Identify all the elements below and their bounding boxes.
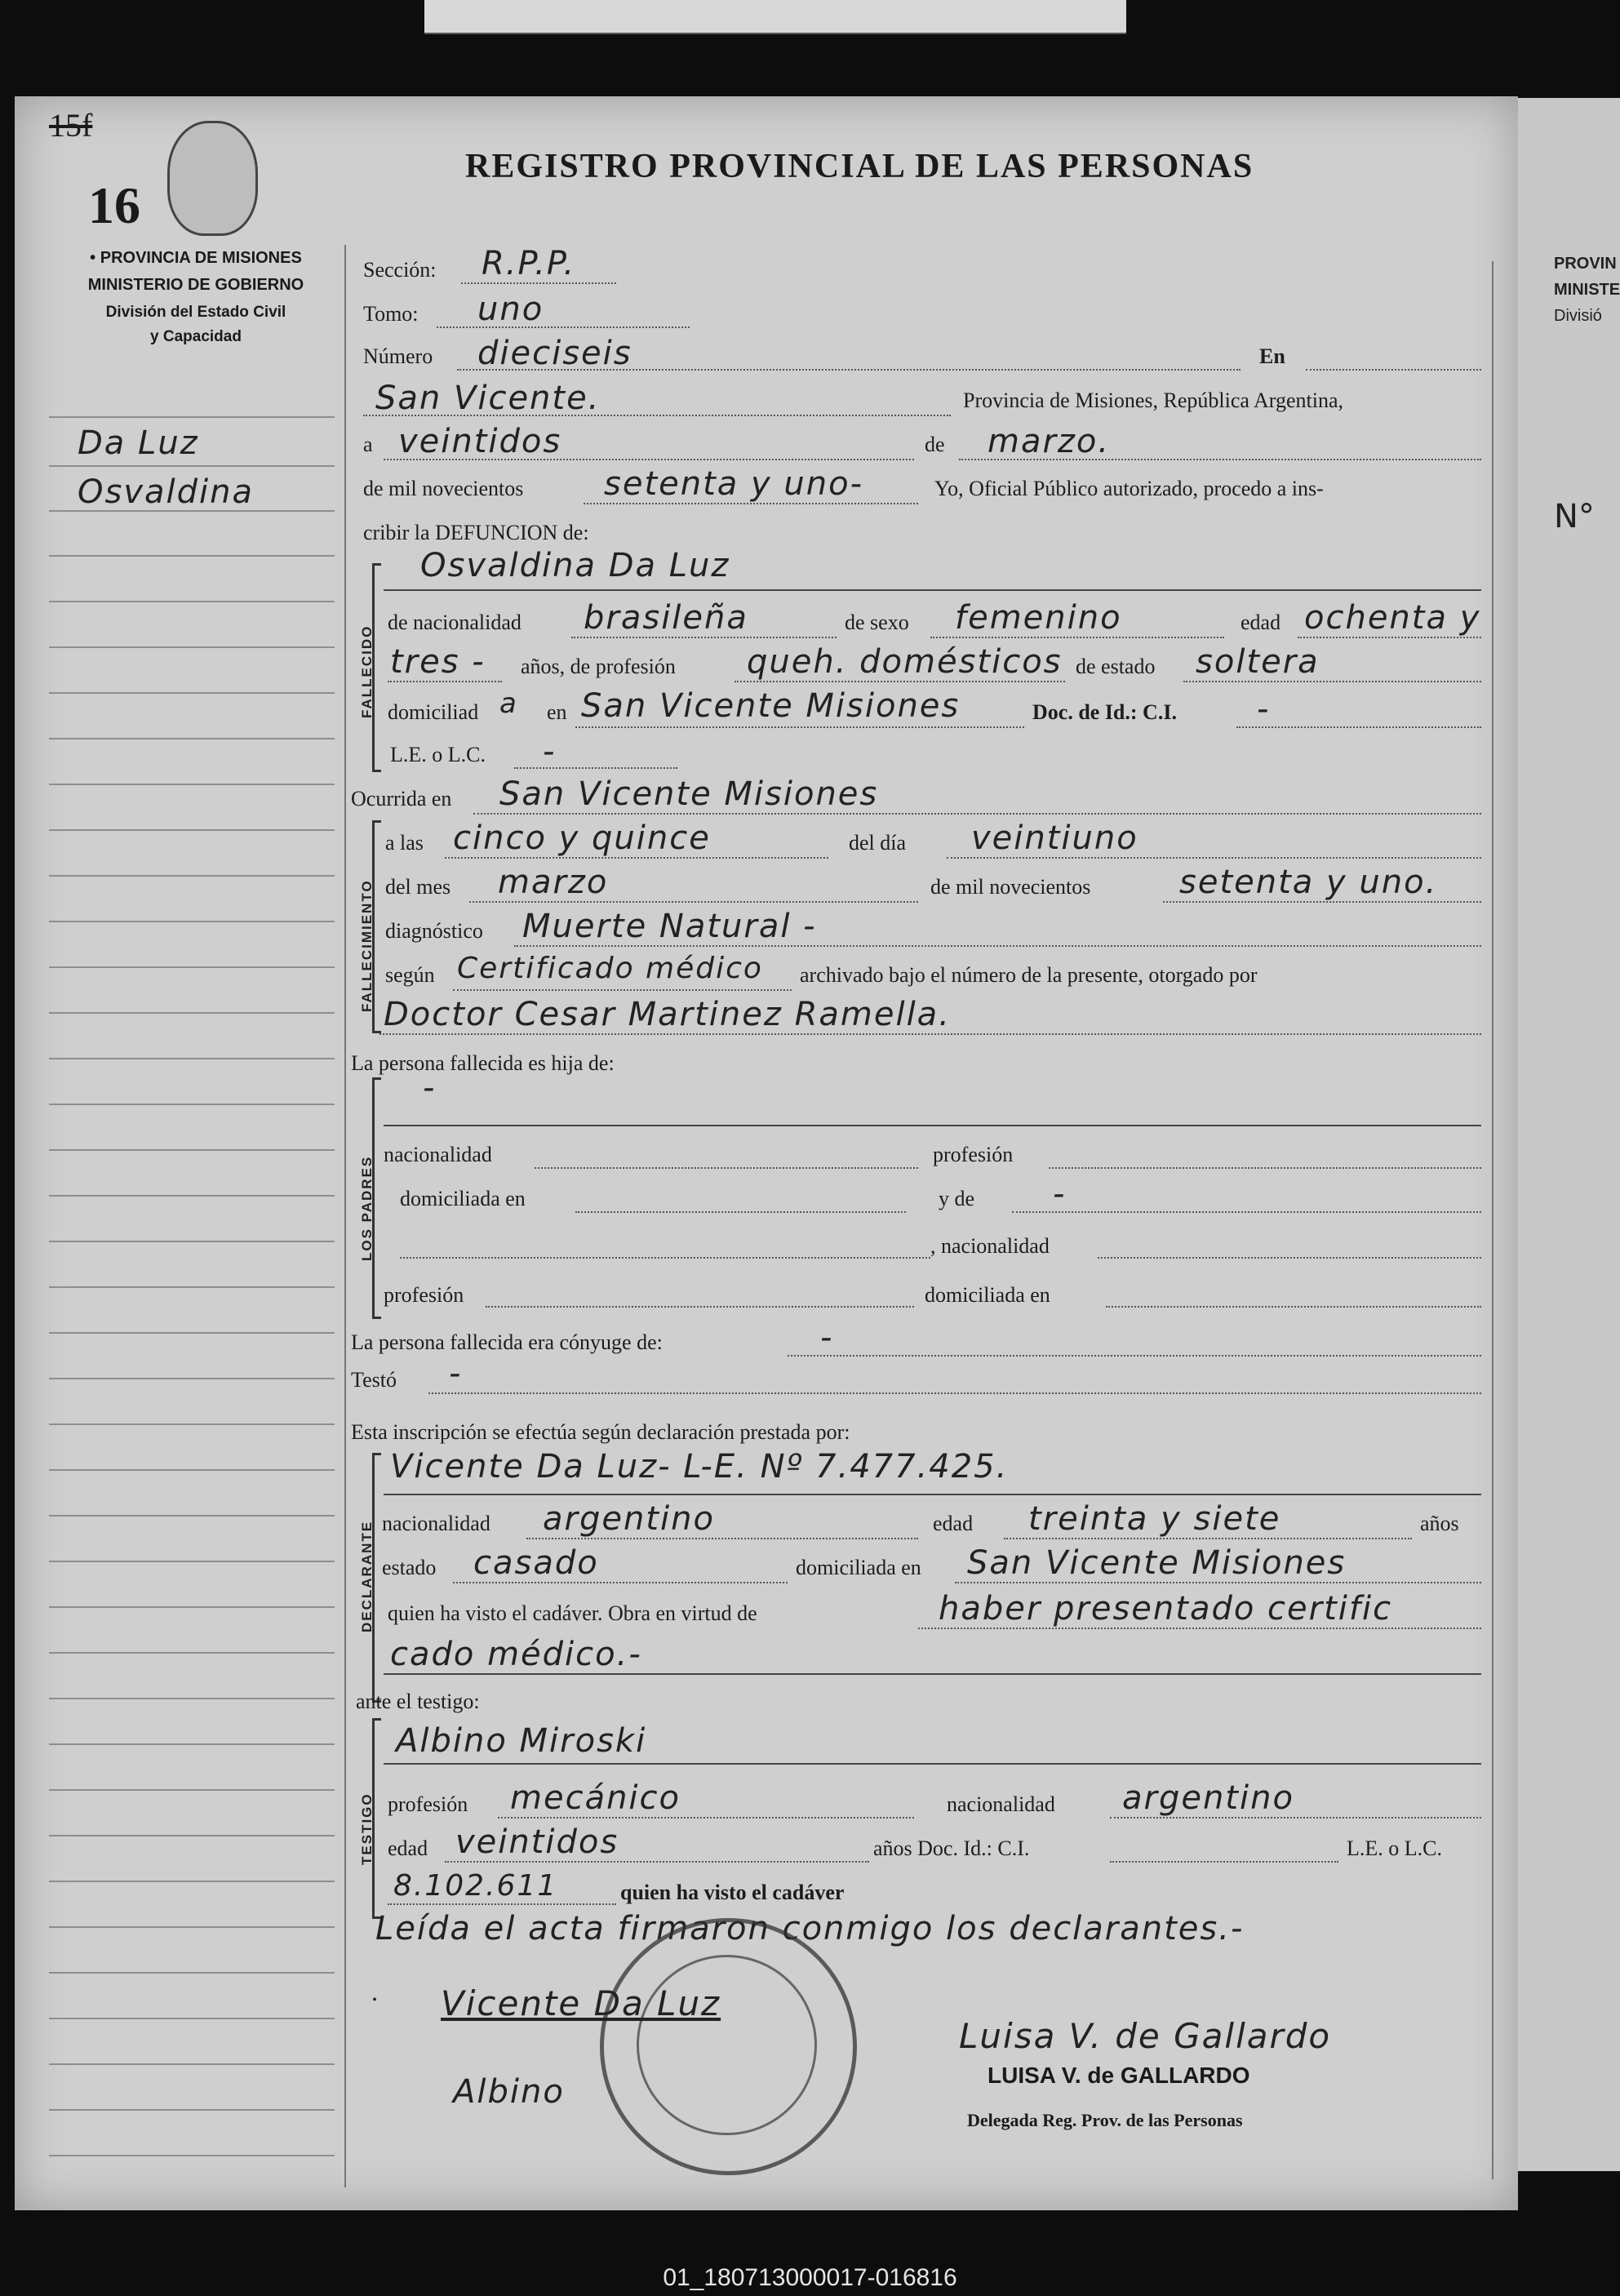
hora-value: cinco y quince: [453, 819, 711, 857]
leida-text: Leída el acta firmaron conmigo los declarantes.-: [375, 1910, 1245, 1947]
official-title: Delegada Reg. Prov. de las Personas: [967, 2110, 1243, 2130]
ministry-line: MINISTERIO DE GOBIERNO: [87, 276, 304, 294]
padres-dom-label: domiciliada en: [400, 1187, 526, 1210]
decl-nac-value: argentino: [543, 1500, 715, 1538]
edad-label: edad: [1241, 611, 1281, 634]
decl-dom-label: domiciliada en: [796, 1556, 921, 1579]
dia-fall-value: veintiuno: [971, 819, 1138, 857]
next-page-text: MINISTE: [1554, 281, 1620, 299]
right-border: [1492, 261, 1494, 2179]
declarant-signature: Vicente Da Luz: [441, 1983, 721, 2023]
yde-label: y de: [939, 1187, 975, 1210]
segun-label: según: [385, 963, 435, 987]
decl-edad-label: edad: [933, 1512, 974, 1535]
delmes-label: del mes: [385, 875, 451, 899]
test-nac-label: nacionalidad: [947, 1792, 1055, 1816]
fallecido-section-label: FALLECIDO: [359, 624, 375, 718]
test-nac-value: argentino: [1122, 1779, 1294, 1817]
test-doc-value: 8.102.611: [393, 1869, 558, 1903]
anio-value: setenta y uno-: [604, 465, 863, 503]
a-label: a: [363, 433, 373, 456]
segun-value: Certificado médico: [457, 952, 763, 985]
ocurrida-value: San Vicente Misiones: [499, 775, 879, 813]
profesion-value: queh. domésticos: [747, 643, 1063, 681]
division-line: y Capacidad: [150, 328, 242, 345]
sexo-label: de sexo: [845, 611, 909, 634]
padres-nac2-label: , nacionalidad: [930, 1234, 1050, 1258]
padres-prof-label: profesión: [933, 1143, 1014, 1166]
decl-virtud-cont: cado médico.-: [390, 1636, 642, 1673]
numero-value: dieciseis: [477, 335, 632, 372]
province-line: • PROVINCIA DE MISIONES: [90, 249, 302, 267]
nac-value: brasileña: [584, 599, 748, 637]
testo-value: -: [449, 1355, 463, 1392]
seccion-value: R.P.P.: [482, 245, 576, 282]
conyuge-label: La persona fallecida era cónyuge de:: [351, 1330, 663, 1354]
nac-label: de nacionalidad: [388, 611, 522, 634]
en-label: En: [1259, 344, 1285, 368]
dia-value: veintidos: [398, 423, 562, 460]
ocurrida-label: Ocurrida en: [351, 787, 452, 810]
coat-of-arms-icon: [167, 121, 258, 236]
next-page-text: Divisió: [1554, 307, 1602, 325]
diag-value: Muerte Natural -: [522, 908, 817, 945]
official-signature: Luisa V. de Gallardo: [959, 2016, 1332, 2056]
padres-section-label: LOS PADRES: [359, 1155, 375, 1261]
test-visto-label: quien ha visto el cadáver: [620, 1881, 845, 1904]
next-page-number: N°: [1554, 498, 1595, 535]
mes-value: marzo.: [988, 423, 1111, 460]
bullet-mark: .: [371, 1977, 378, 2006]
official-stamp: [600, 1918, 857, 2175]
previous-page-strip: [424, 0, 1126, 34]
declarante-name: Vicente Da Luz- L-E. Nº 7.477.425.: [390, 1448, 1009, 1486]
folio-struck: 15f: [49, 107, 93, 144]
mes-fall-value: marzo: [498, 864, 609, 901]
alas-label: a las: [385, 831, 424, 855]
padres-nac-label: nacionalidad: [384, 1143, 492, 1166]
testo-label: Testó: [351, 1368, 397, 1392]
de-label: de: [925, 433, 945, 456]
mil-fall-label: de mil novecientos: [930, 875, 1091, 899]
padre-value: -: [423, 1069, 437, 1107]
testigo-name: Albino Miroski: [396, 1722, 647, 1760]
testigo-section-label: TESTIGO: [359, 1792, 375, 1865]
column-divider: [344, 245, 346, 2187]
decl-visto-label: quien ha visto el cadáver. Obra en virtud de: [388, 1601, 757, 1625]
test-le-label: L.E. o L.C.: [1347, 1836, 1442, 1860]
test-doc-label: años Doc. Id.: C.I.: [873, 1836, 1030, 1860]
decl-estado-value: casado: [473, 1544, 599, 1582]
mil-label: de mil novecientos: [363, 477, 524, 500]
numero-label: Número: [363, 344, 433, 368]
archivado-label: archivado bajo el número de la presente, otorgado por: [800, 963, 1258, 987]
provincia-label: Provincia de Misiones, República Argentina,: [963, 389, 1343, 412]
edad-value: ochenta y: [1304, 599, 1481, 637]
witness-signature: Albino: [453, 2073, 565, 2111]
dom-label: domiciliad: [388, 700, 479, 724]
le-value: -: [543, 733, 557, 771]
decl-anios-label: años: [1420, 1512, 1459, 1535]
sexo-value: femenino: [955, 599, 1122, 637]
margin-given-name: Osvaldina: [78, 473, 254, 511]
inscribir-label: cribir la DEFUNCION de:: [363, 521, 589, 544]
le-label: L.E. o L.C.: [390, 743, 486, 766]
decl-estado-label: estado: [382, 1556, 437, 1579]
test-prof-value: mecánico: [510, 1779, 681, 1817]
decl-nac-label: nacionalidad: [382, 1512, 490, 1535]
fallecimiento-section-label: FALLECIMIENTO: [359, 879, 375, 1012]
oficial-label: Yo, Oficial Público autorizado, procedo a ins-: [934, 477, 1324, 500]
padres-dom2-label: domiciliada en: [925, 1283, 1050, 1307]
edad-cont: tres -: [390, 643, 486, 681]
en-label-2: en: [547, 700, 567, 724]
tomo-value: uno: [477, 291, 544, 328]
anio-fall-value: setenta y uno.: [1179, 864, 1438, 901]
decl-virtud-value: haber presentado certific: [939, 1590, 1393, 1628]
folio-number: 16: [88, 176, 140, 234]
test-prof-label: profesión: [388, 1792, 468, 1816]
official-name: LUISA V. de GALLARDO: [988, 2063, 1250, 2088]
medico-value: Doctor Cesar Martinez Ramella.: [384, 996, 951, 1033]
yde-value: -: [1053, 1175, 1067, 1213]
test-edad-value: veintidos: [455, 1823, 619, 1861]
inscripcion-label: Esta inscripción se efectúa según declaración prestada por:: [351, 1420, 850, 1444]
decl-edad-value: treinta y siete: [1028, 1500, 1281, 1538]
conyuge-value: -: [820, 1319, 834, 1357]
anios-label: años, de profesión: [521, 655, 676, 678]
decl-dom-value: San Vicente Misiones: [967, 1544, 1347, 1582]
test-edad-label: edad: [388, 1836, 428, 1860]
tomo-label: Tomo:: [363, 302, 419, 326]
ci-value: -: [1257, 691, 1271, 728]
declarante-section-label: DECLARANTE: [359, 1520, 375, 1632]
hija-label: La persona fallecida es hija de:: [351, 1051, 615, 1075]
image-id-caption: 01_180713000017-016816: [663, 2264, 957, 2291]
diag-label: diagnóstico: [385, 919, 483, 943]
seccion-label: Sección:: [363, 258, 437, 282]
deldia-label: del día: [849, 831, 907, 855]
testigo-label: ante el testigo:: [356, 1690, 480, 1713]
lugar-value: San Vicente.: [375, 380, 601, 417]
padres-prof2-label: profesión: [384, 1283, 464, 1307]
doc-label: Doc. de Id.: C.I.: [1032, 700, 1177, 724]
division-line: División del Estado Civil: [105, 304, 286, 321]
estado-value: soltera: [1196, 643, 1320, 681]
estado-label: de estado: [1076, 655, 1156, 678]
next-page-edge: [1518, 98, 1620, 2171]
next-page-text: PROVIN: [1554, 255, 1617, 273]
domicilio-value: San Vicente Misiones: [581, 687, 961, 725]
margin-surname: Da Luz: [78, 424, 199, 462]
dom-suffix: a: [499, 687, 518, 720]
fallecido-name: Osvaldina Da Luz: [420, 547, 730, 584]
page-title: REGISTRO PROVINCIAL DE LAS PERSONAS: [465, 148, 1254, 185]
